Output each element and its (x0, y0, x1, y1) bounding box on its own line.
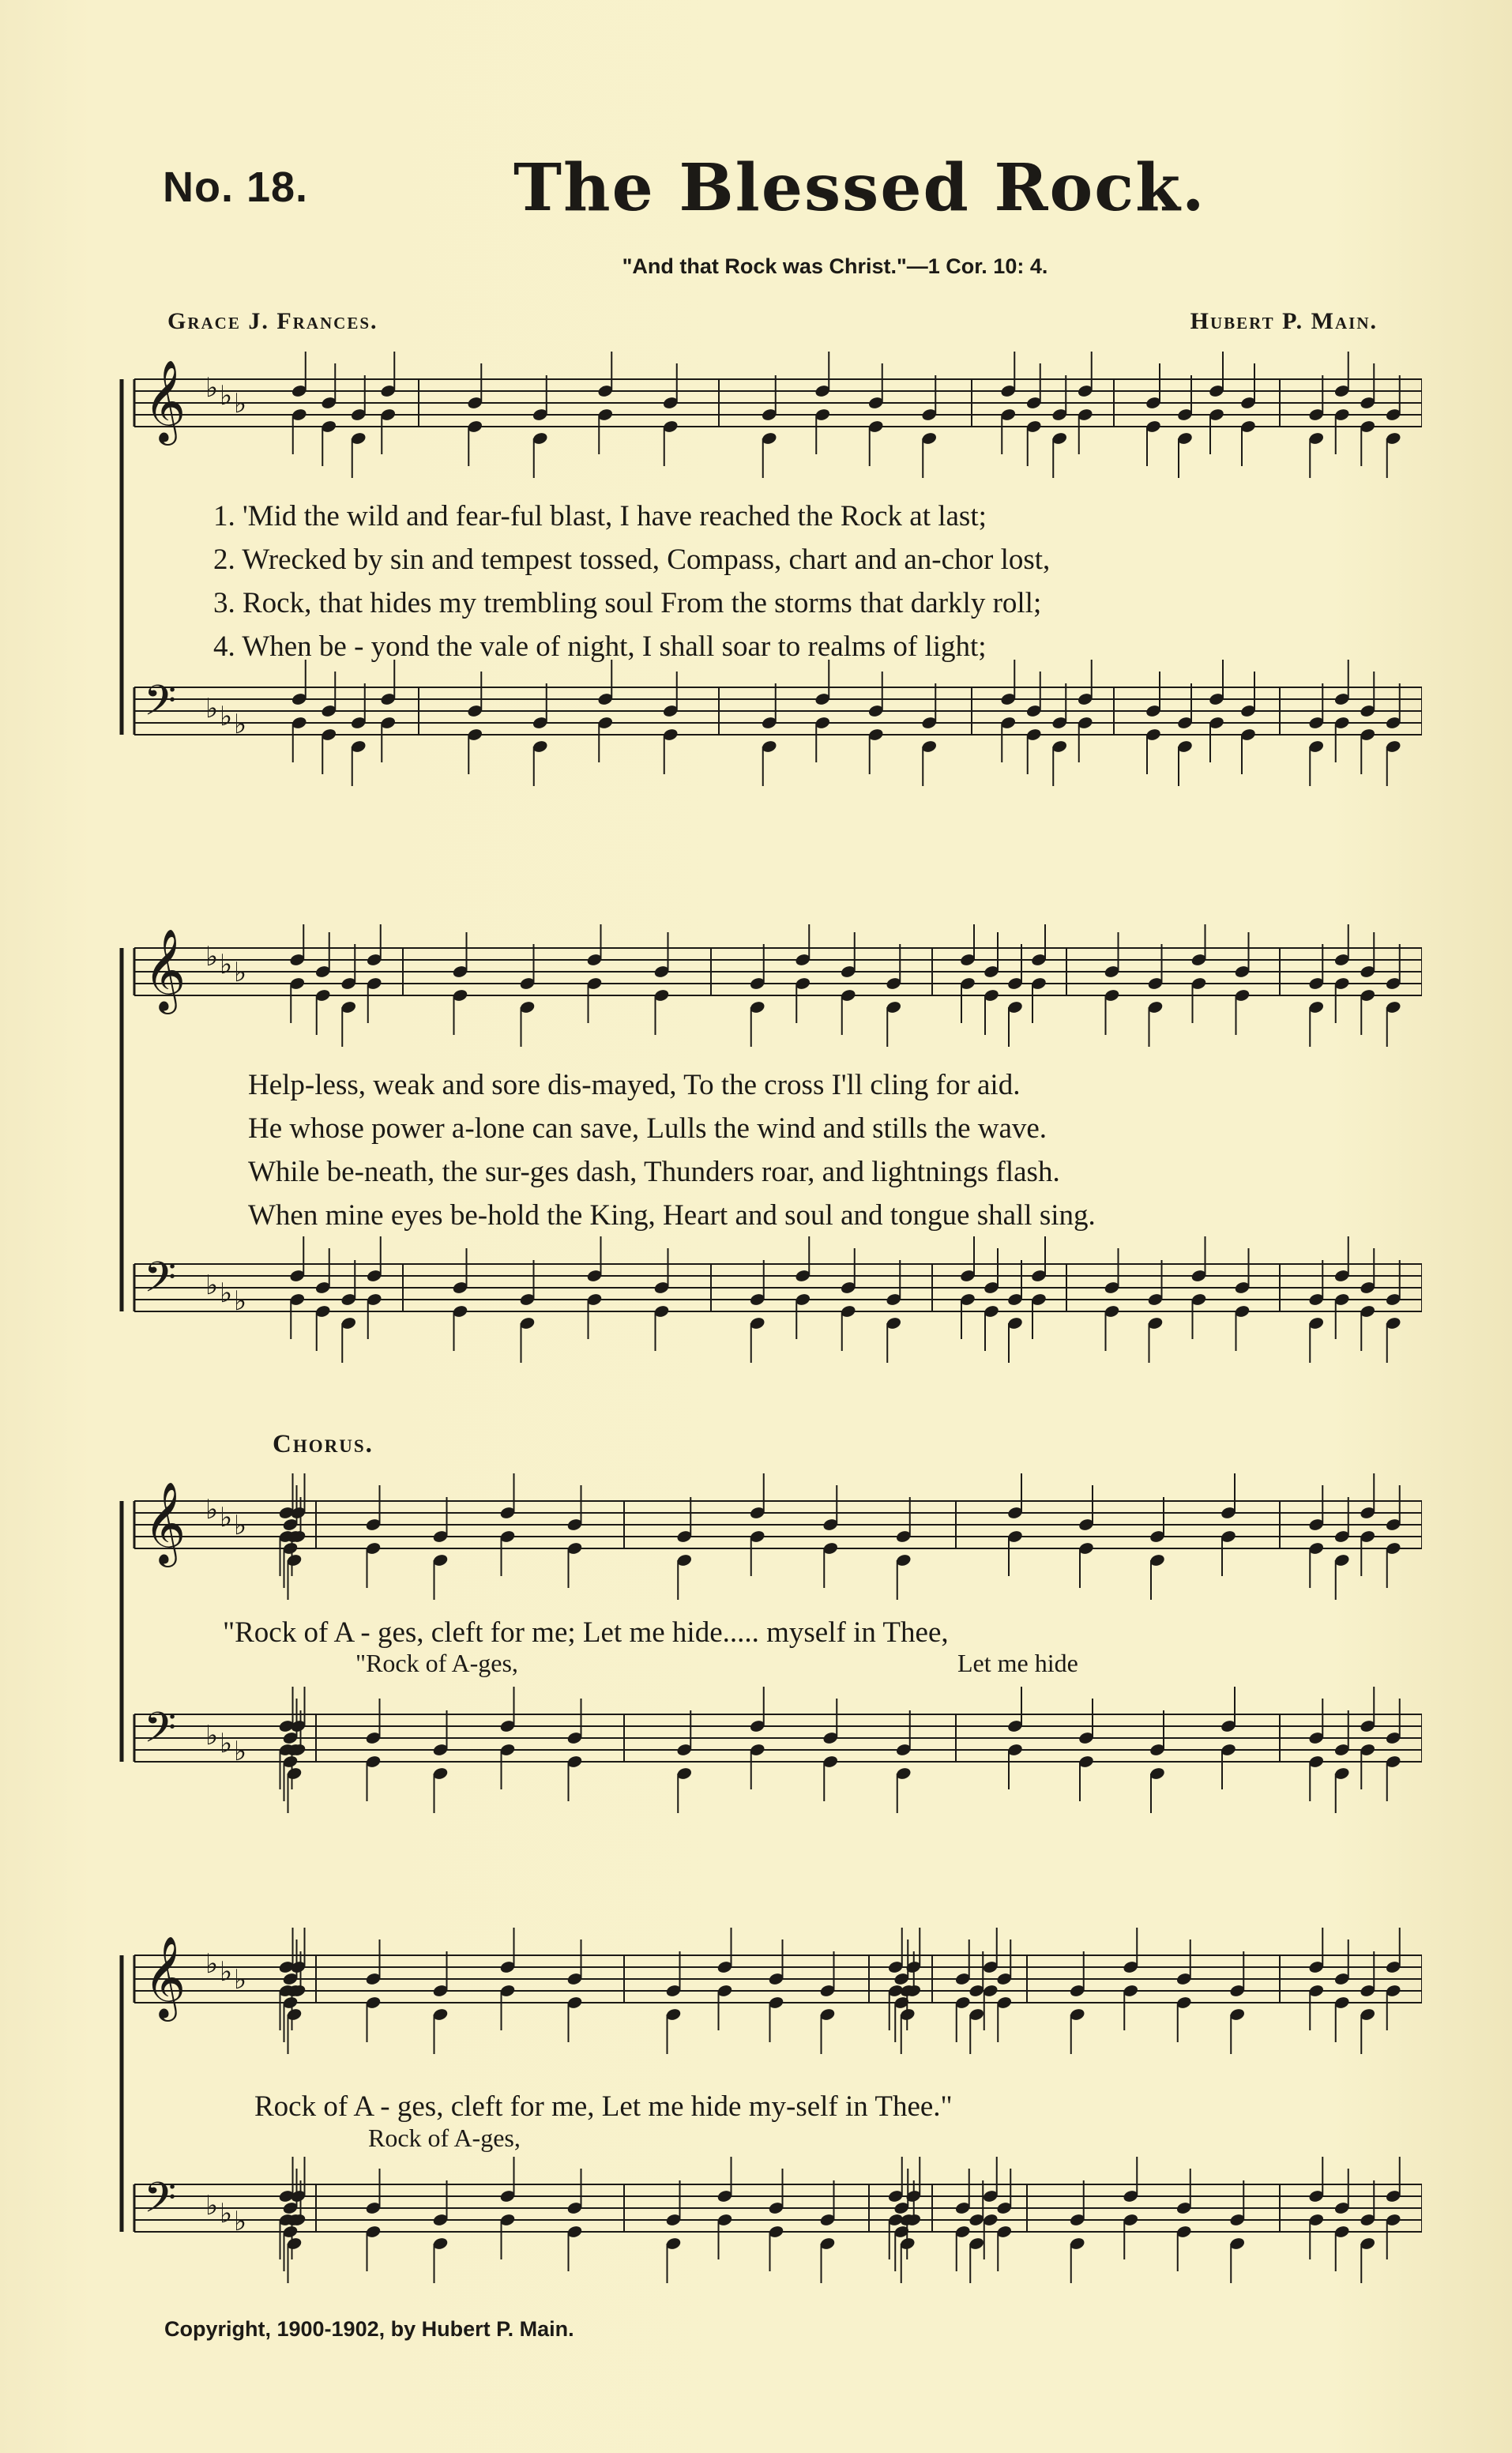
treble-clef-icon: 𝄞 (144, 928, 186, 1011)
flat-icon: ♭ (234, 957, 247, 988)
treble-clef-icon: 𝄞 (144, 359, 186, 442)
flat-icon: ♭ (234, 709, 247, 740)
copyright-notice: Copyright, 1900-1902, by Hubert P. Main. (164, 2317, 574, 2341)
hymn-title: The Blessed Rock. (513, 150, 1206, 226)
flat-icon: ♭ (205, 2190, 219, 2222)
flat-icon: ♭ (220, 949, 233, 980)
treble-clef-icon: 𝄞 (144, 1936, 186, 2018)
chorus-line: "Rock of A - ges, cleft for me; Let me hide..... myself in Thee, (223, 1616, 949, 1649)
bass-staff (134, 1236, 1422, 1363)
flat-icon: ♭ (220, 380, 233, 412)
flat-icon: ♭ (234, 388, 247, 419)
bass-staff (134, 1687, 1422, 1813)
treble-staff (134, 352, 1422, 478)
verse-line: When mine eyes be-hold the King, Heart and soul and tongue shall sing. (248, 1199, 1096, 1232)
verse-line: 3. Rock, that hides my trembling soul From the storms that darkly roll; (213, 587, 1042, 619)
bass-clef-icon: 𝄢 (144, 1254, 177, 1312)
flat-icon: ♭ (205, 1494, 219, 1526)
chorus-alto-line: Let me hide (957, 1649, 1078, 1677)
flat-icon: ♭ (205, 693, 219, 724)
flat-icon: ♭ (205, 1270, 219, 1301)
flat-icon: ♭ (205, 941, 219, 973)
treble-clef-icon: 𝄞 (144, 1481, 186, 1564)
verse-line: Help-less, weak and sore dis-mayed, To the cross I'll cling for aid. (248, 1069, 1021, 1101)
lyricist-credit: Grace J. Frances. (167, 308, 378, 334)
treble-staff (134, 924, 1422, 1047)
flat-icon: ♭ (234, 1736, 247, 1767)
flat-icon: ♭ (205, 1948, 219, 1980)
flat-icon: ♭ (220, 1728, 233, 1759)
flat-icon: ♭ (220, 2198, 233, 2229)
treble-staff (134, 1928, 1422, 2054)
bass-clef-icon: 𝄢 (144, 2174, 177, 2233)
flat-icon: ♭ (220, 1956, 233, 1988)
flat-icon: ♭ (234, 1510, 247, 1541)
flat-icon: ♭ (220, 1502, 233, 1533)
bass-clef-icon: 𝄢 (144, 677, 177, 736)
flat-icon: ♭ (220, 1277, 233, 1309)
hymn-number: No. 18. (163, 164, 309, 211)
bass-staff (134, 660, 1422, 786)
chorus-alto-line: "Rock of A-ges, (355, 1649, 518, 1677)
verse-line: 1. 'Mid the wild and fear-ful blast, I have reached the Rock at last; (213, 500, 987, 532)
bass-clef-icon: 𝄢 (144, 1704, 177, 1763)
verse-line: While be-neath, the sur-ges dash, Thunders roar, and lightnings flash. (248, 1156, 1060, 1188)
flat-icon: ♭ (205, 1720, 219, 1751)
flat-icon: ♭ (234, 1964, 247, 1996)
composer-credit: Hubert P. Main. (1190, 308, 1378, 334)
treble-staff (134, 1473, 1422, 1600)
chorus-label: Chorus. (273, 1430, 374, 1458)
verse-line: 2. Wrecked by sin and tempest tossed, Compass, chart and an-chor lost, (213, 544, 1051, 576)
chorus-alto-line: Rock of A-ges, (368, 2124, 521, 2152)
chorus-line: Rock of A - ges, cleft for me, Let me hide my-self in Thee." (254, 2090, 953, 2123)
flat-icon: ♭ (234, 1285, 247, 1317)
scripture-epigraph: "And that Rock was Christ."—1 Cor. 10: 4. (622, 254, 1048, 278)
flat-icon: ♭ (234, 2206, 247, 2237)
flat-icon: ♭ (220, 701, 233, 732)
bass-staff (134, 2157, 1422, 2283)
verse-line: 4. When be - yond the vale of night, I shall soar to realms of light; (213, 630, 987, 663)
verse-line: He whose power a-lone can save, Lulls the wind and stills the wave. (248, 1112, 1047, 1145)
flat-icon: ♭ (205, 372, 219, 404)
